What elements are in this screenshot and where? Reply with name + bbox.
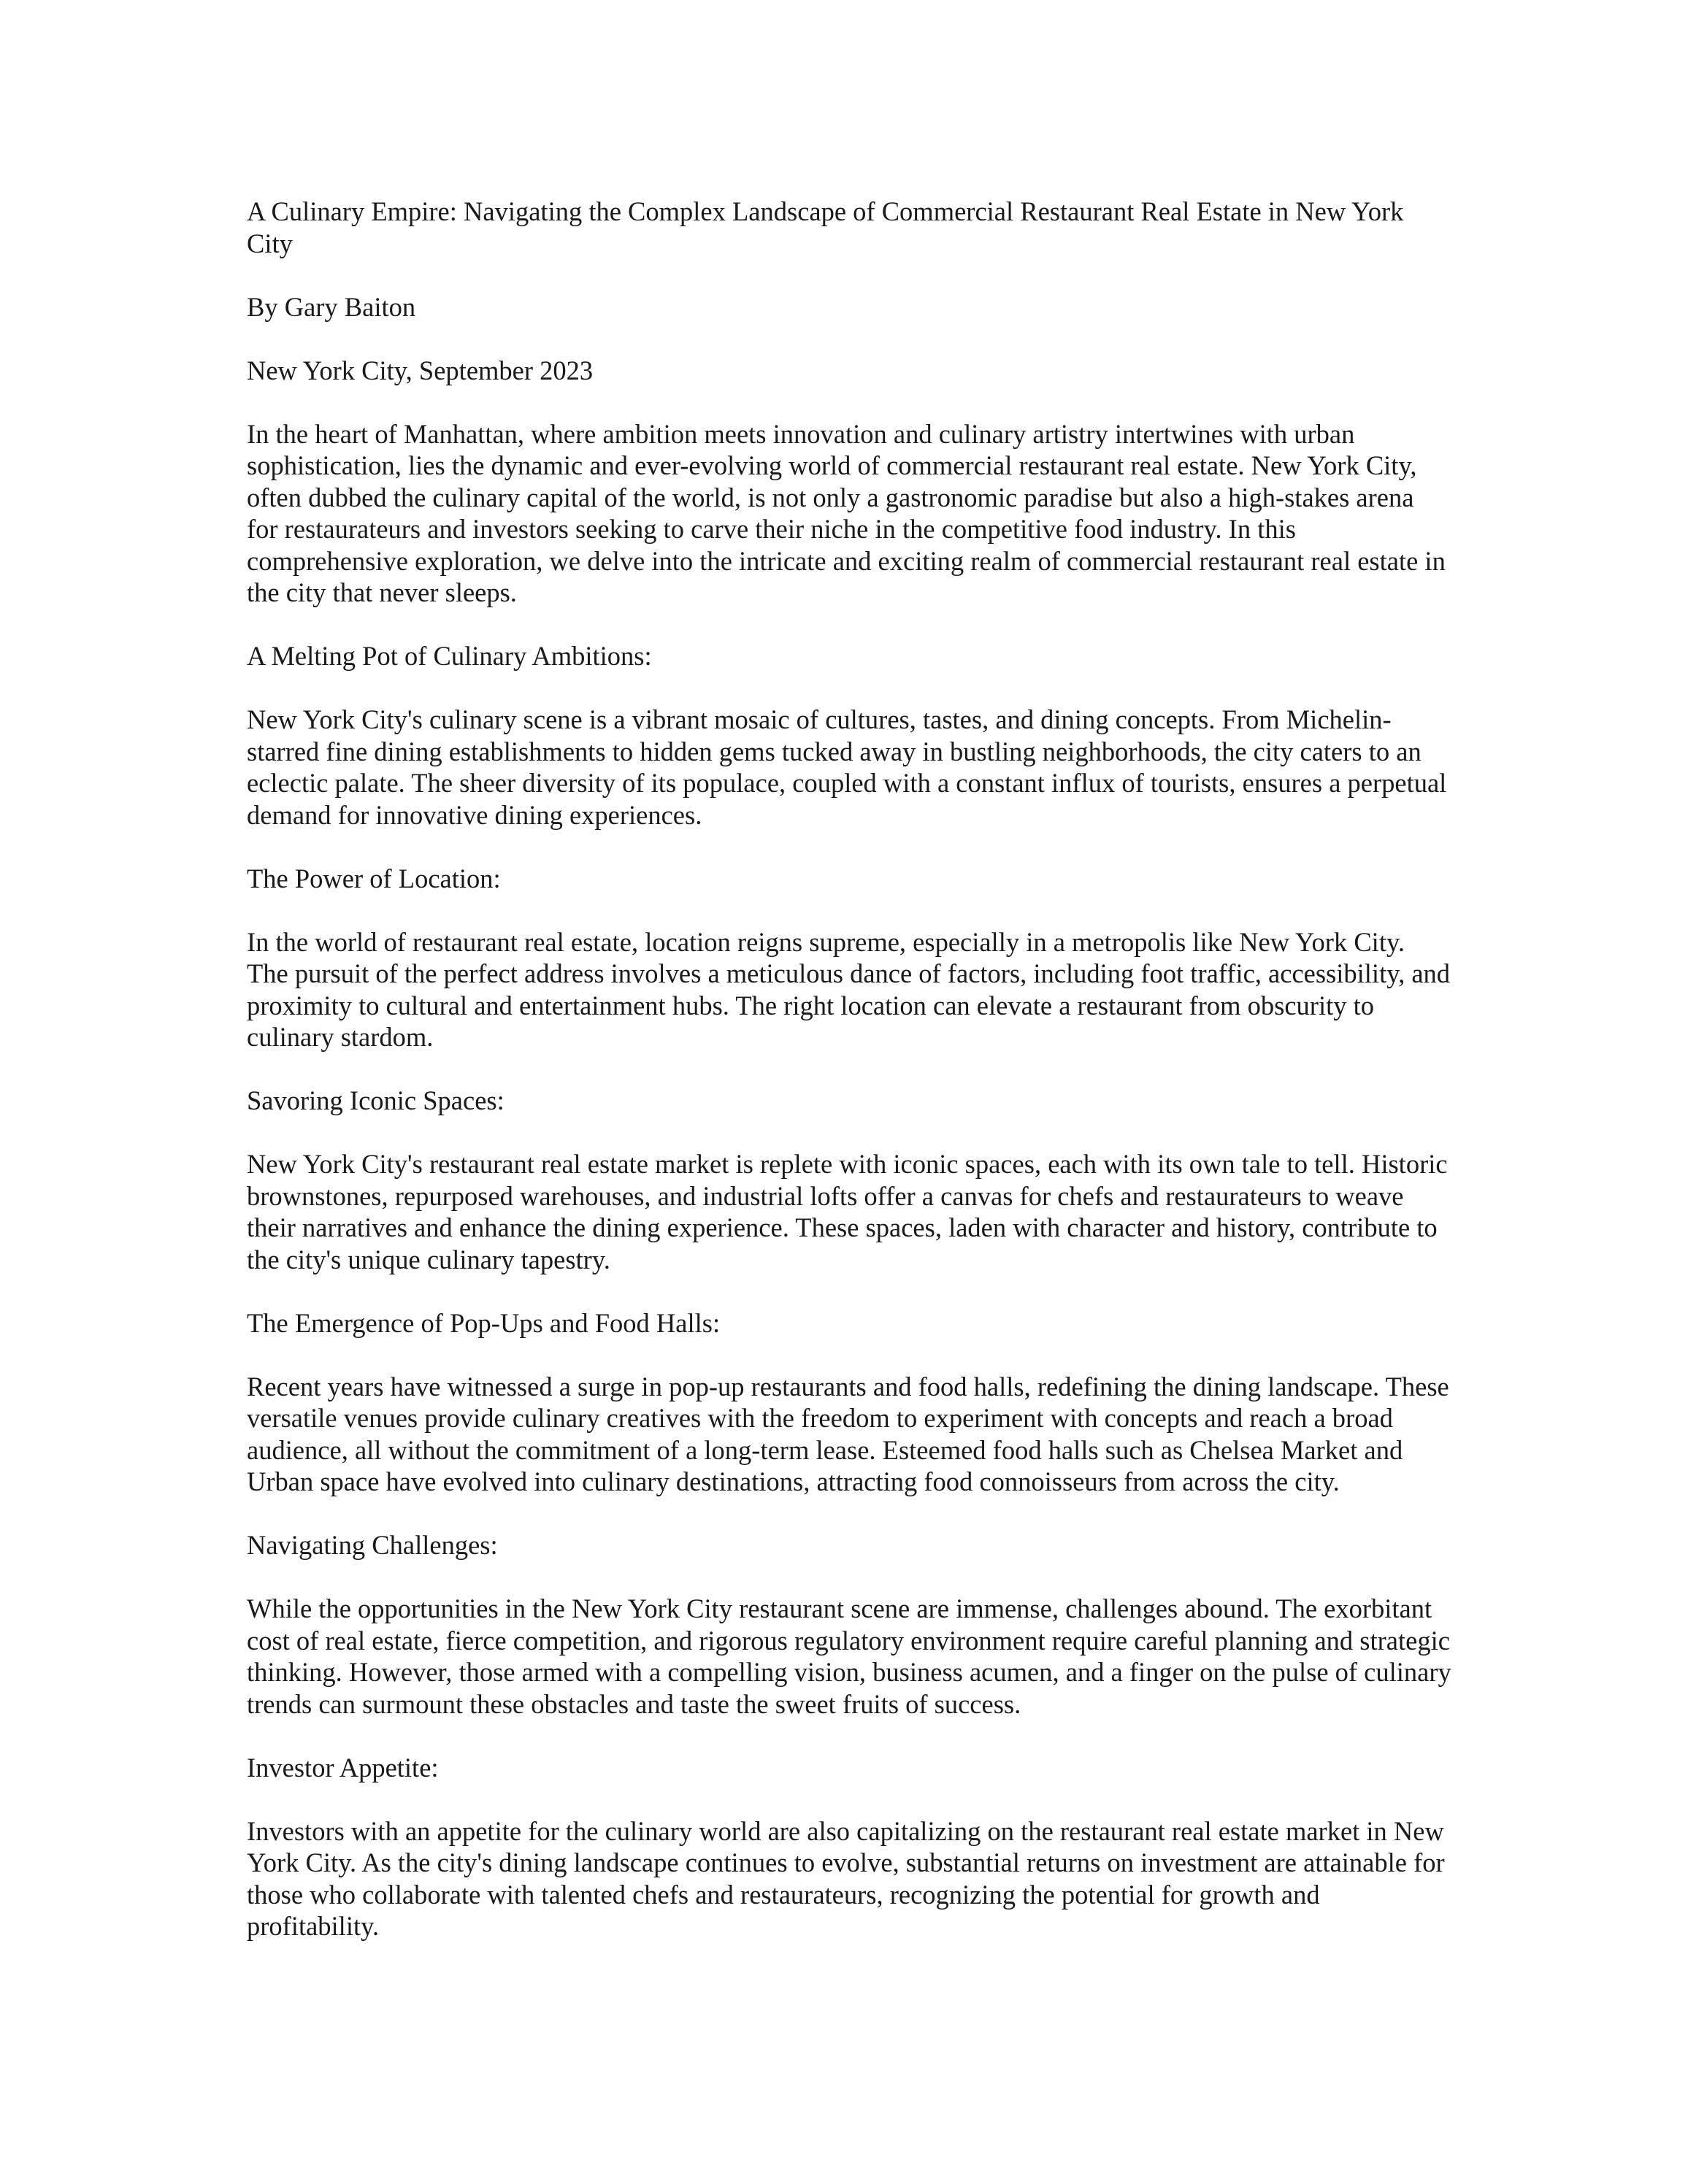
section-paragraph: Recent years have witnessed a surge in pop-up restaurants and food halls, redefining the dining landscape. These versatile venues provide culinary creatives with the freedom to experiment with concepts and reach a broad audience, all without the commitment of a long-term lease. Esteemed food halls such as Chelsea Market and Urban space have evolved into culinary destinations, attracting food connoisseurs from across the city. xyxy=(247,1371,1449,1496)
article-title: A Culinary Empire: Navigating the Complex Landscape of Commercial Restaurant Real Estate in New York City xyxy=(247,196,1404,258)
section-paragraph: In the world of restaurant real estate, location reigns supreme, especially in a metropolis like New York City. The pursuit of the perfect address involves a meticulous dance of factors, including foot traffic, accessibility, and proximity to cultural and entertainment hubs. The right location can elevate a restaurant from obscurity to culinary stardom. xyxy=(247,926,1451,1052)
section-paragraph: Investors with an appetite for the culinary world are also capitalizing on the restaurant real estate market in New York City. As the city's dining landscape continues to evolve, substantial returns on investment are attainable for those who collaborate with talented chefs and restaurateurs, recognizing the potential for growth and profitability. xyxy=(247,1815,1445,1941)
section-heading: A Melting Pot of Culinary Ambitions: xyxy=(247,641,652,671)
section-heading: Investor Appetite: xyxy=(247,1752,439,1783)
section-heading: Savoring Iconic Spaces: xyxy=(247,1085,505,1115)
dateline: New York City, September 2023 xyxy=(247,355,594,385)
section-heading: Navigating Challenges: xyxy=(247,1530,498,1560)
section-heading: The Emergence of Pop-Ups and Food Halls: xyxy=(247,1307,721,1338)
section-heading: The Power of Location: xyxy=(247,863,501,893)
section-paragraph: New York City's restaurant real estate market is replete with iconic spaces, each with its own tale to tell. Historic brownstones, repurposed warehouses, and industrial lofts offer a canvas for chefs and restaurateurs to weave their narratives and enhance the dining experience. These spaces, laden with character and history, contribute to the city's unique culinary tapestry. xyxy=(247,1149,1448,1274)
section-paragraph: While the opportunities in the New York City restaurant scene are immense, challenges abound. The exorbitant cost of real estate, fierce competition, and rigorous regulatory environment require careful planning and strategic thinking. However, those armed with a compelling vision, business acumen, and a finger on the pulse of culinary trends can surmount these obstacles and taste the sweet fruits of success. xyxy=(247,1593,1451,1719)
byline: By Gary Baiton xyxy=(247,291,416,322)
article-body xyxy=(247,196,1451,1942)
intro-paragraph: In the heart of Manhattan, where ambition meets innovation and culinary artistry intertwines with urban sophistication, lies the dynamic and ever-evolving world of commercial restaurant real estate. New York City, often dubbed the culinary capital of the world, is not only a gastronomic paradise but also a high-stakes arena for restaurateurs and investors seeking to carve their niche in the competitive food industry. In this comprehensive exploration, we delve into the intricate and exciting realm of commercial restaurant real estate in the city that never sleeps. xyxy=(247,418,1446,607)
section-paragraph: New York City's culinary scene is a vibrant mosaic of cultures, tastes, and dining concepts. From Michelin-starred fine dining establishments to hidden gems tucked away in bustling neighborhoods, the city caters to an eclectic palate. The sheer diversity of its populace, coupled with a constant influx of tourists, ensures a perpetual demand for innovative dining experiences. xyxy=(247,704,1447,830)
